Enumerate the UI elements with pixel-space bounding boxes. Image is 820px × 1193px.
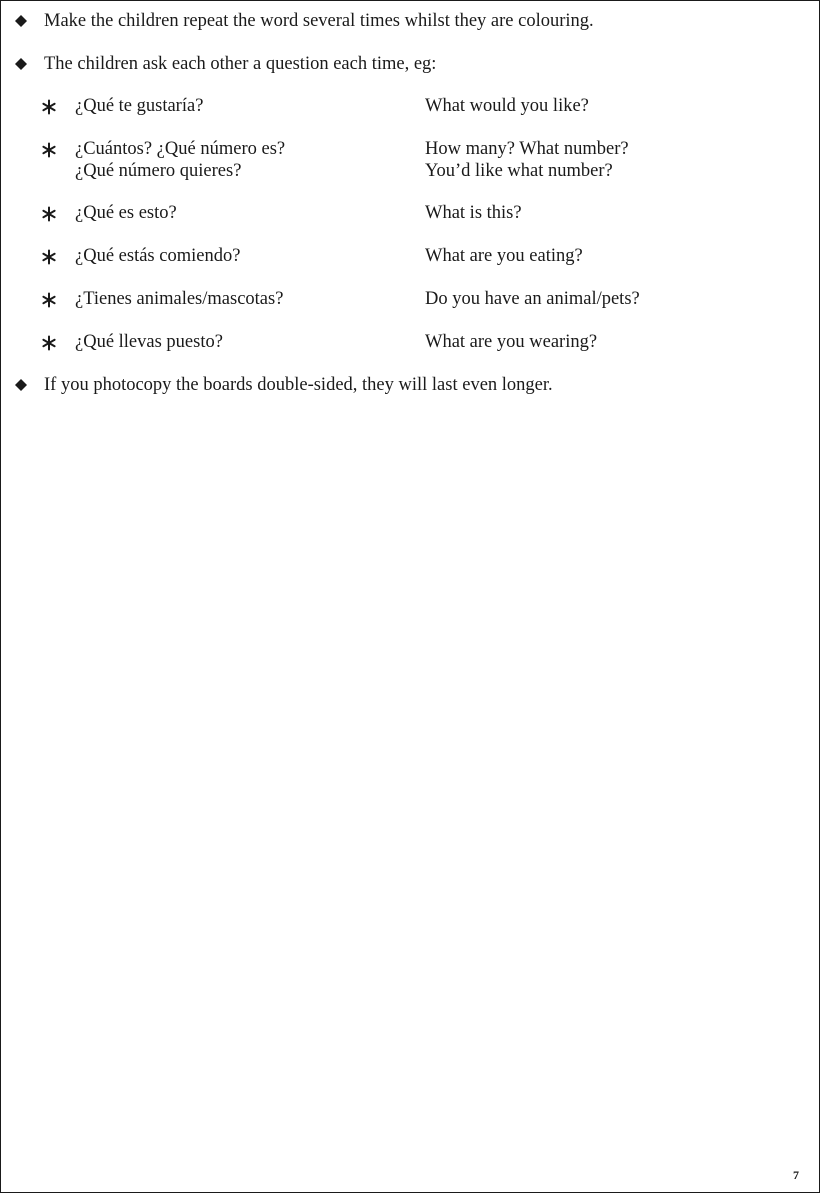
asterisk-bullet-icon bbox=[41, 99, 57, 115]
spanish-question bbox=[75, 245, 240, 267]
bullet-text: The children ask each other a question each time, eg: bbox=[44, 54, 437, 74]
spanish-question bbox=[75, 288, 283, 310]
asterisk-bullet-icon bbox=[41, 249, 57, 265]
bullet-text: If you photocopy the boards double-sided, they will last even longer. bbox=[44, 375, 553, 395]
english-line: Do you have an animal/pets? bbox=[425, 289, 640, 309]
spanish-question bbox=[75, 202, 177, 224]
spanish-line: ¿Qué es esto? bbox=[75, 203, 177, 223]
diamond-bullet-icon bbox=[15, 379, 27, 391]
diamond-bullet-icon bbox=[15, 15, 27, 27]
asterisk-bullet-icon bbox=[41, 335, 57, 351]
spanish-line: ¿Qué estás comiendo? bbox=[75, 246, 241, 266]
asterisk-bullet-icon bbox=[41, 142, 57, 158]
english-line: What is this? bbox=[425, 203, 522, 223]
english-translation bbox=[425, 288, 640, 310]
spanish-question bbox=[75, 331, 223, 353]
spanish-line: ¿Cuántos? ¿Qué número es? bbox=[75, 139, 286, 159]
bullet-text: Make the children repeat the word several times whilst they are colouring. bbox=[44, 11, 594, 31]
page-number: 7 bbox=[793, 1168, 799, 1182]
english-line: You’d like what number? bbox=[425, 161, 613, 181]
english-translation bbox=[425, 202, 522, 224]
english-translation bbox=[425, 138, 629, 182]
spanish-line: ¿Qué llevas puesto? bbox=[75, 332, 223, 352]
english-translation bbox=[425, 245, 583, 267]
asterisk-bullet-icon bbox=[41, 292, 57, 308]
spanish-line: ¿Qué te gustaría? bbox=[75, 96, 204, 116]
spanish-question bbox=[75, 95, 203, 117]
spanish-line: ¿Qué número quieres? bbox=[75, 161, 242, 181]
english-translation bbox=[425, 95, 589, 117]
asterisk-bullet-icon bbox=[41, 206, 57, 222]
spanish-line: ¿Tienes animales/mascotas? bbox=[75, 289, 284, 309]
english-line: What would you like? bbox=[425, 96, 589, 116]
english-line: How many? What number? bbox=[425, 139, 629, 159]
spanish-question bbox=[75, 138, 285, 182]
english-line: What are you wearing? bbox=[425, 332, 598, 352]
english-line: What are you eating? bbox=[425, 246, 583, 266]
diamond-bullet-icon bbox=[15, 58, 27, 70]
english-translation bbox=[425, 331, 597, 353]
